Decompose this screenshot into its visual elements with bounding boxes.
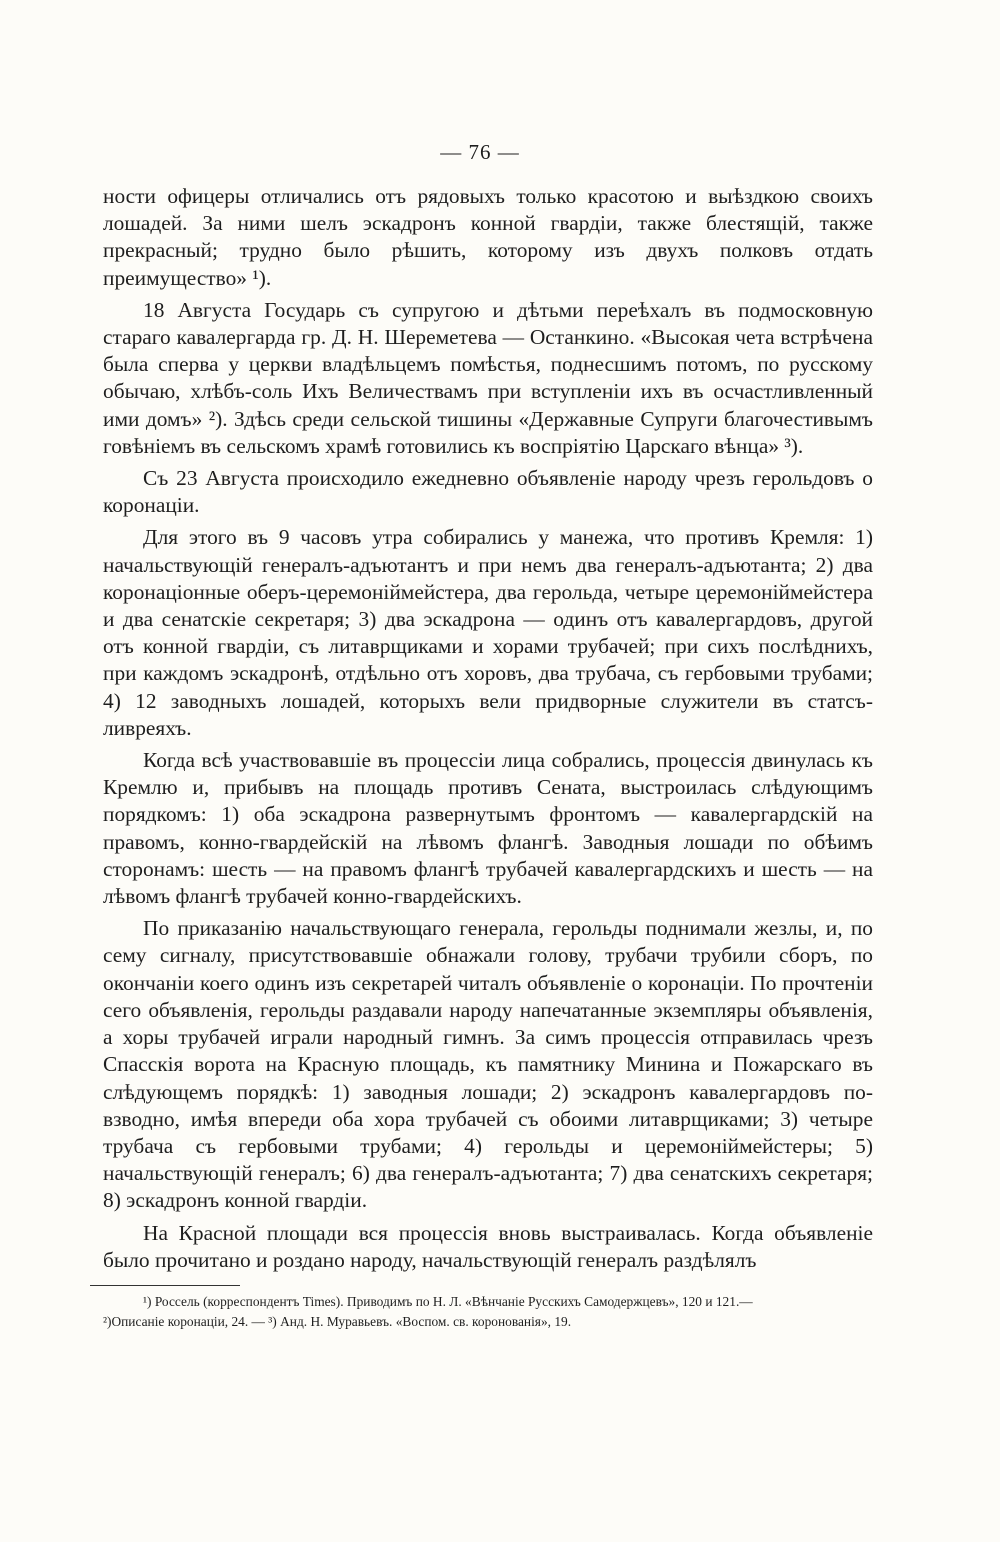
paragraph-5: Когда всѣ участвовавшіе въ процессіи лица собрались, процессія двинулась къ Кремлю и, прибывъ на площадь противъ Сената, выстроилась слѣдующимъ порядкомъ: 1) оба эскадрона развернутымъ фронтомъ — кавалергардскій на правомъ, конно-гвардейскій на лѣвомъ флангѣ. Заводныя лошади по обѣимъ сторонамъ: шесть — на правомъ флангѣ трубачей кавалергардскихъ и шесть — на лѣвомъ флангѣ трубачей конно-гвардейскихъ. — [103, 748, 873, 909]
paragraph-1: ности офицеры отличались отъ рядовыхъ только красотою и выѣздкою своихъ лошадей. За ними шелъ эскадронъ конной гвардіи, также блестящій, также прекрасный; трудно было рѣшить, которому изъ двухъ полковъ отдать преимущество» ¹). — [103, 184, 873, 290]
footnote-2-3: ²)Описаніе коронаціи, 24. — ³) Анд. Н. Муравьевъ. «Воспом. св. коронованія», 19. — [103, 1314, 572, 1329]
body-text — [103, 183, 873, 1279]
footnotes — [103, 1292, 873, 1332]
paragraph-7: На Красной площади вся процессія вновь выстраивалась. Когда объявленіе было прочитано и роздано народу, начальствующій генералъ раздѣлялъ — [103, 1220, 873, 1272]
footnote-1: ¹) Россель (корреспондентъ Times). Приводимъ по Н. Л. «Вѣнчаніе Русскихъ Самодержцевъ», 120 и 121.— — [143, 1294, 753, 1309]
page-number: — 76 — — [440, 140, 520, 164]
paragraph-3: Съ 23 Августа происходило ежедневно объявленіе народу чрезъ герольдовъ о коронаціи. — [103, 466, 873, 518]
paragraph-4: Для этого въ 9 часовъ утра собирались у манежа, что противъ Кремля: 1) начальствующій генералъ-адъютантъ и при немъ два генералъ-адъютанта; 2) два коронаціонные оберъ-церемоніймейстера, два герольда, четыре церемоніймейстера и два сенатскіе секретаря; 3) два эскадрона — одинъ отъ кавалергардовъ, другой отъ конной гвардіи, съ литаврщиками и хорами трубачей; при сихъ послѣднихъ, при каждомъ эскадронѣ, отдѣльно отъ хоровъ, два трубача, съ гербовыми трубами; 4) 12 заводныхъ лошадей, которыхъ вели придворные служители въ статсъ-ливреяхъ. — [103, 525, 873, 740]
footnote-divider — [90, 1285, 240, 1286]
paragraph-2: 18 Августа Государь съ супругою и дѣтьми переѣхалъ въ подмосковную стараго кавалергарда гр. Д. Н. Шереметева — Останкино. «Высокая чета встрѣчена была сперва у церкви владѣльцемъ помѣстья, поднесшимъ потомъ, по русскому обычаю, хлѣбъ-соль Ихъ Величествамъ при вступленіи ихъ въ осчастливленный ими домъ» ²). Здѣсь среди сельской тишины «Державные Супруги благочестивымъ говѣніемъ въ сельскомъ храмѣ готовились къ воспріятію Царскаго вѣнца» ³). — [103, 297, 873, 458]
paragraph-6: По приказанію начальствующаго генерала, герольды поднимали жезлы, и, по сему сигналу, присутствовавшіе обнажали голову, трубачи трубили сборъ, по окончаніи коего одинъ изъ секретарей читалъ объявленіе о коронаціи. По прочтеніи сего объявленія, герольды раздавали народу напечатанные экземпляры объявленія, а хоры трубачей играли народный гимнъ. За симъ процессія отправилась чрезъ Спасскія ворота на Красную площадь, къ памятнику Минина и Пожарскаго въ слѣдующемъ порядкѣ: 1) заводныя лошади; 2) эскадронъ кавалергардовъ по-взводно, имѣя впереди оба хора трубачей съ обоими литаврщиками; 3) четыре трубача съ гербовыми трубами; 4) герольды и церемоніймейстеры; 5) начальствующій генералъ; 6) два генералъ-адъютанта; 7) два сенатскихъ секретаря; 8) эскадронъ конной гвардіи. — [103, 916, 873, 1213]
